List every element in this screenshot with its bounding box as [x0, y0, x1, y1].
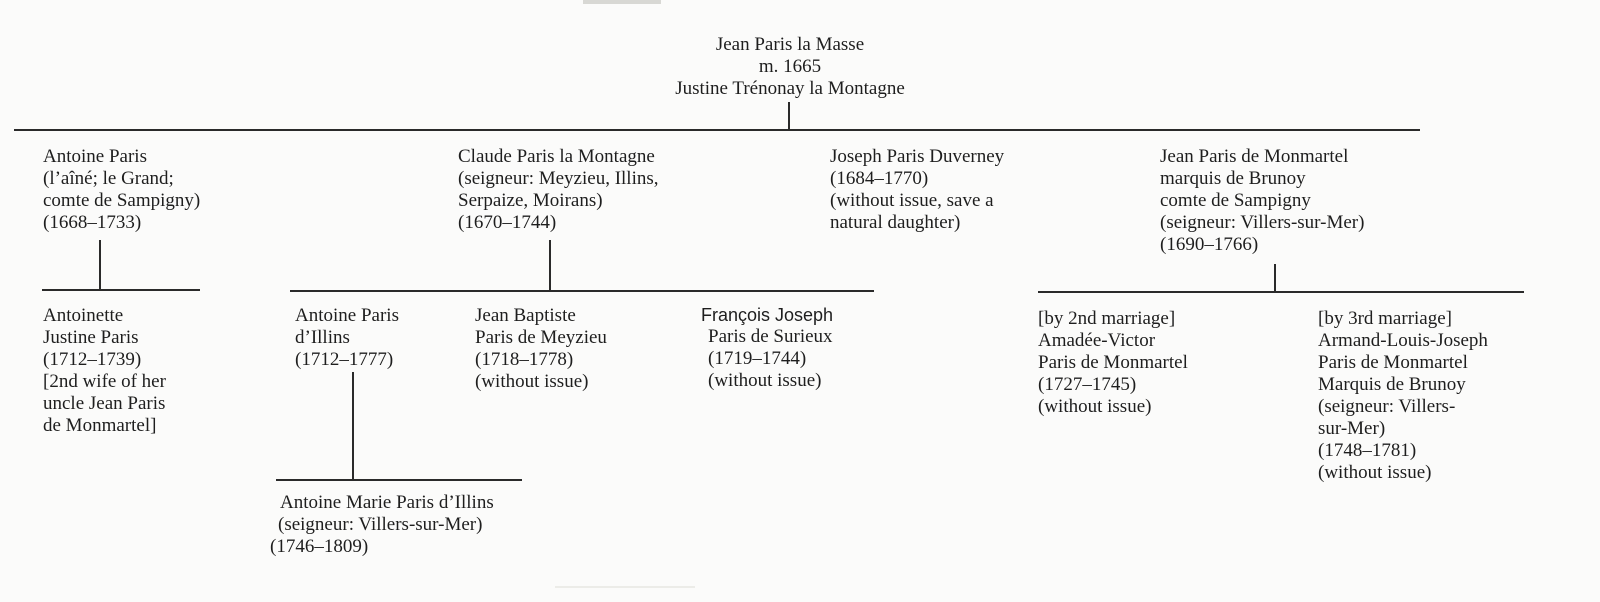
person-line: (1712–1739) [43, 349, 142, 370]
person-line: (1719–1744) [708, 348, 807, 369]
person-line: (seigneur: Villers-sur-Mer) [1160, 212, 1365, 233]
page-edge-mark [555, 586, 695, 588]
person-antoine-paris [43, 146, 200, 234]
person-line: [2nd wife of her [43, 371, 166, 392]
person-line: (seigneur: Meyzieu, Illins, [458, 168, 659, 189]
person-line: Marquis de Brunoy [1318, 374, 1466, 395]
person-line: Paris de Surieux [708, 326, 833, 347]
root-couple [640, 34, 940, 100]
person-line: (without issue) [1038, 396, 1152, 417]
claude-descent-line [549, 240, 551, 291]
person-line: (seigneur: Villers- [1318, 396, 1456, 417]
person-line: (l’aîné; le Grand; [43, 168, 174, 189]
person-line: (without issue) [475, 371, 589, 392]
generation2-sibling-line [14, 129, 1420, 131]
person-line: Armand-Louis-Joseph [1318, 330, 1488, 351]
person-line: Paris de Monmartel [1038, 352, 1188, 373]
person-line: Paris de Monmartel [1318, 352, 1468, 373]
person-line: (1727–1745) [1038, 374, 1137, 395]
person-line: Antoine Paris [295, 305, 399, 326]
person-line: (1712–1777) [295, 349, 394, 370]
person-line: uncle Jean Paris [43, 393, 166, 414]
person-antoinette-justine-paris [43, 305, 166, 437]
antoine-descent-line [99, 240, 101, 290]
person-line: (1690–1766) [1160, 234, 1259, 255]
person-antoine-paris-dillins [295, 305, 399, 371]
person-line: (without issue) [1318, 462, 1432, 483]
root-descent-line [788, 102, 790, 130]
person-line: Paris de Meyzieu [475, 327, 607, 348]
person-line: comte de Sampigny) [43, 190, 201, 211]
person-claude-paris-la-montagne [458, 146, 659, 234]
person-line: Joseph Paris Duverney [830, 146, 1005, 167]
person-jean-paris-de-monmartel [1160, 146, 1364, 256]
person-line: Serpaize, Moirans) [458, 190, 603, 211]
person-line: (seigneur: Villers-sur-Mer) [278, 514, 483, 535]
person-line: Jean Baptiste [475, 305, 576, 326]
person-line: sur-Mer) [1318, 418, 1386, 439]
person-line: (1670–1744) [458, 212, 557, 233]
person-line: (1746–1809) [270, 536, 369, 557]
person-line: Claude Paris la Montagne [458, 146, 655, 167]
person-line: d’Illins [295, 327, 350, 348]
person-line: (without issue) [708, 370, 822, 391]
person-francois-joseph-paris-de-surieux [701, 304, 834, 392]
person-line: François Joseph [701, 305, 834, 325]
person-line: (without issue, save a [830, 190, 994, 211]
person-line: Antoinette [43, 305, 124, 326]
person-amadee-victor-paris-de-monmartel [1038, 308, 1188, 418]
person-line: comte de Sampigny [1160, 190, 1311, 211]
person-line: Amadée-Victor [1038, 330, 1156, 351]
person-line: Antoine Paris [43, 146, 147, 167]
person-line: Antoine Marie Paris d’Illins [280, 492, 494, 513]
person-antoine-marie-paris-dillins [270, 492, 494, 558]
cropped-heading-fragment [583, 0, 661, 4]
person-line: (1748–1781) [1318, 440, 1417, 461]
root-name: Jean Paris la Masse [715, 34, 865, 55]
person-line: de Monmartel] [43, 415, 157, 436]
person-line: Jean Paris de Monmartel [1160, 146, 1349, 167]
antoine-children-line [42, 289, 200, 291]
person-line: Justine Paris [43, 327, 139, 348]
jean-monmartel-descent-line [1274, 264, 1276, 292]
person-armand-louis-joseph-paris-de-monmartel [1318, 308, 1488, 484]
person-line: (1668–1733) [43, 212, 142, 233]
root-marriage: m. 1665 [758, 56, 822, 77]
person-joseph-paris-duverney [830, 146, 1004, 234]
person-line: (1718–1778) [475, 349, 574, 370]
root-spouse: Justine Trénonay la Montagne [675, 78, 905, 99]
antoine-illins-descent-line [352, 372, 354, 480]
person-line: [by 3rd marriage] [1318, 308, 1452, 329]
person-line: natural daughter) [830, 212, 961, 233]
person-line: [by 2nd marriage] [1038, 308, 1176, 329]
person-line: (1684–1770) [830, 168, 929, 189]
person-line: marquis de Brunoy [1160, 168, 1306, 189]
claude-children-line [290, 290, 874, 292]
person-jean-baptiste-paris-de-meyzieu [475, 305, 607, 393]
jean-monmartel-children-line [1038, 291, 1524, 293]
antoine-illins-children-line [276, 479, 522, 481]
